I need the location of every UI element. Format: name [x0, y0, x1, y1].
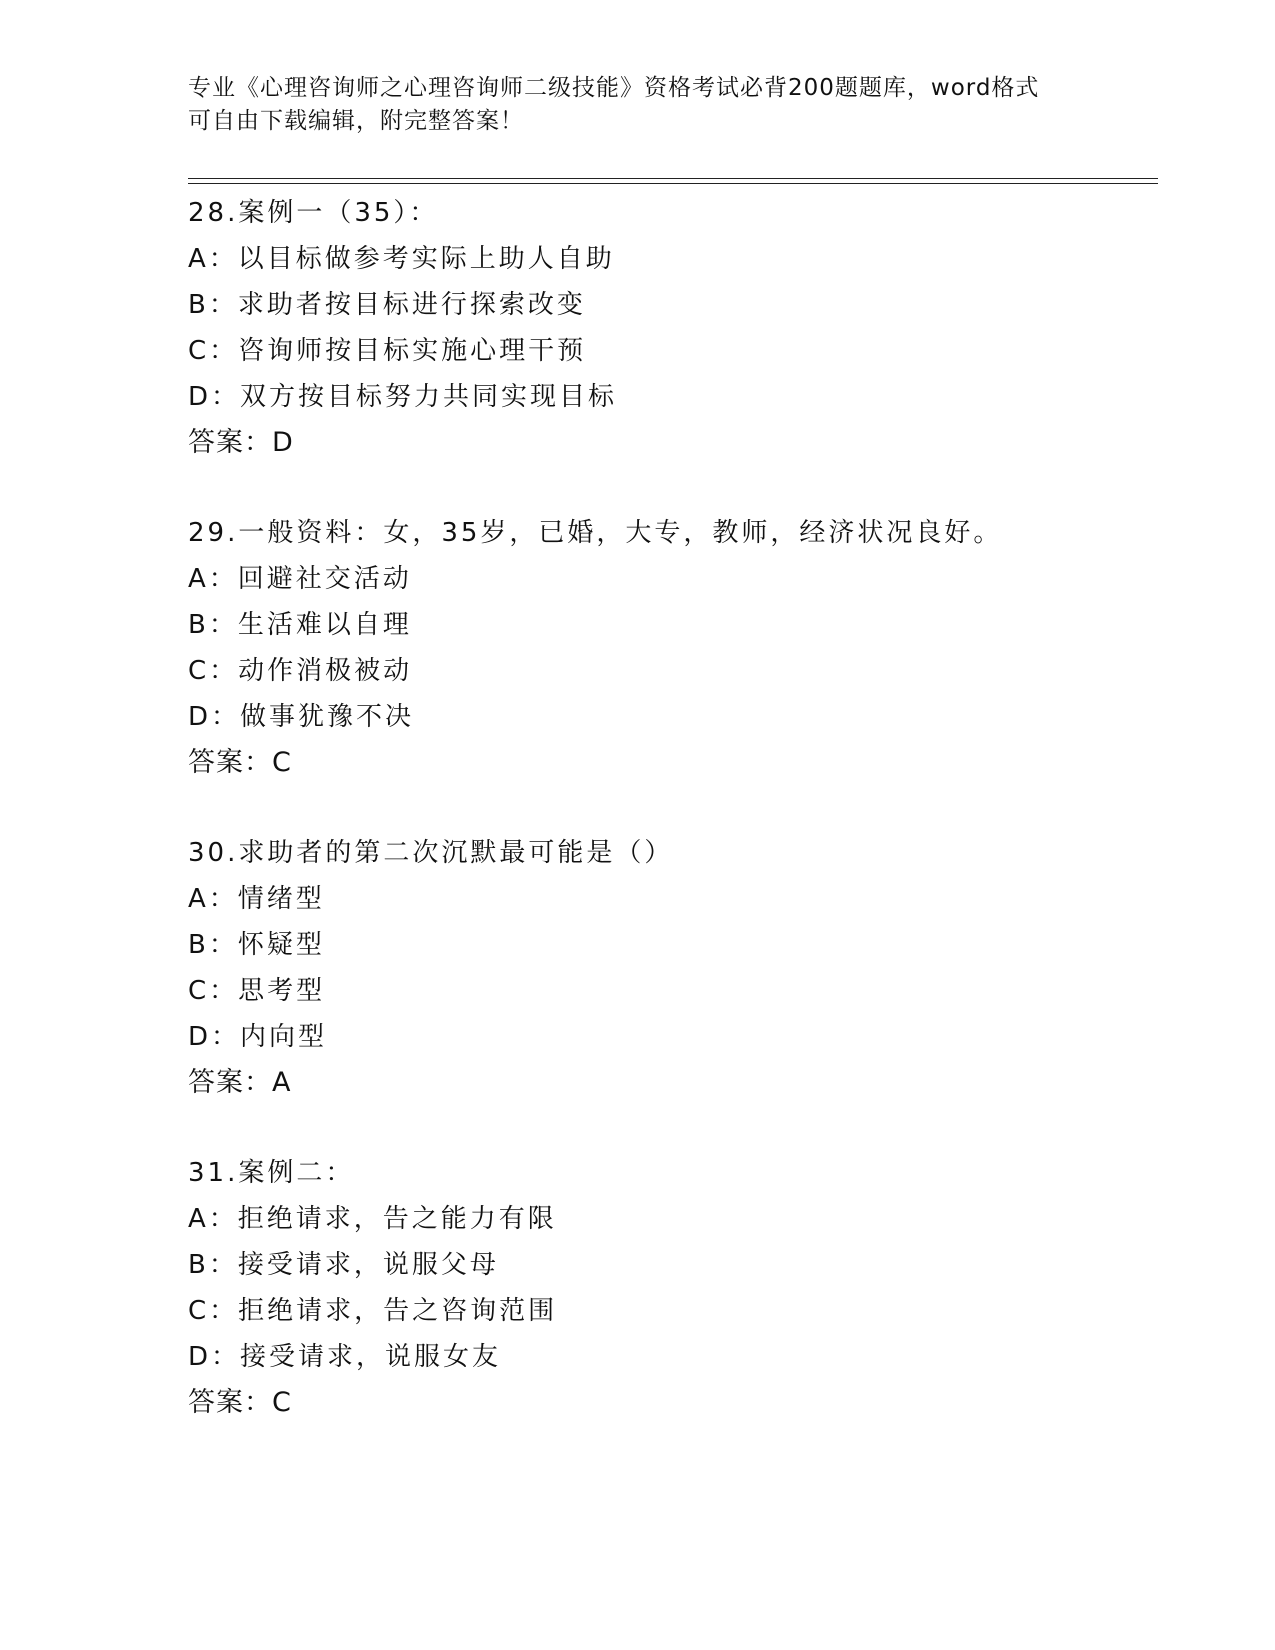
option-c: C：咨询师按目标实施心理干预	[188, 336, 587, 366]
answer: 答案：D	[188, 427, 294, 458]
option-b: B：求助者按目标进行探索改变	[188, 290, 586, 320]
question-29	[188, 510, 1158, 786]
question-28	[188, 190, 1158, 466]
question-spacer	[188, 1106, 1158, 1150]
header-divider-bottom	[188, 183, 1158, 184]
option-d: D：接受请求，说服女友	[188, 1342, 502, 1372]
option-a: A：情绪型	[188, 884, 325, 914]
question-stem: 29.一般资料：女，35岁，已婚，大专，教师，经济状况良好。	[188, 518, 1003, 548]
option-b: B：接受请求，说服父母	[188, 1250, 499, 1280]
answer: 答案：C	[188, 1387, 292, 1418]
question-spacer	[188, 786, 1158, 830]
question-stem: 28.案例一（35）：	[188, 198, 439, 228]
option-a: A：拒绝请求，告之能力有限	[188, 1204, 557, 1234]
question-list	[188, 190, 1158, 1426]
option-b: B：怀疑型	[188, 930, 325, 960]
question-stem: 30.求助者的第二次沉默最可能是（）	[188, 838, 674, 868]
option-c: C：拒绝请求，告之咨询范围	[188, 1296, 558, 1326]
option-d: D：做事犹豫不决	[188, 702, 415, 732]
question-spacer	[188, 466, 1158, 510]
header-line-2: 可自由下载编辑，附完整答案！	[188, 108, 524, 134]
document-header	[188, 72, 1088, 138]
option-d: D：双方按目标努力共同实现目标	[188, 382, 618, 412]
answer: 答案：C	[188, 747, 292, 778]
option-c: C：动作消极被动	[188, 656, 413, 686]
question-stem: 31.案例二：	[188, 1158, 355, 1188]
header-line-1: 专业《心理咨询师之心理咨询师二级技能》资格考试必背200题题库，word格式	[188, 75, 1040, 101]
answer: 答案：A	[188, 1067, 292, 1098]
option-a: A：回避社交活动	[188, 564, 412, 594]
option-d: D：内向型	[188, 1022, 328, 1052]
option-c: C：思考型	[188, 976, 326, 1006]
header-divider-top	[188, 178, 1158, 179]
question-30	[188, 830, 1158, 1106]
question-31	[188, 1150, 1158, 1426]
option-a: A：以目标做参考实际上助人自助	[188, 244, 615, 274]
option-b: B：生活难以自理	[188, 610, 412, 640]
